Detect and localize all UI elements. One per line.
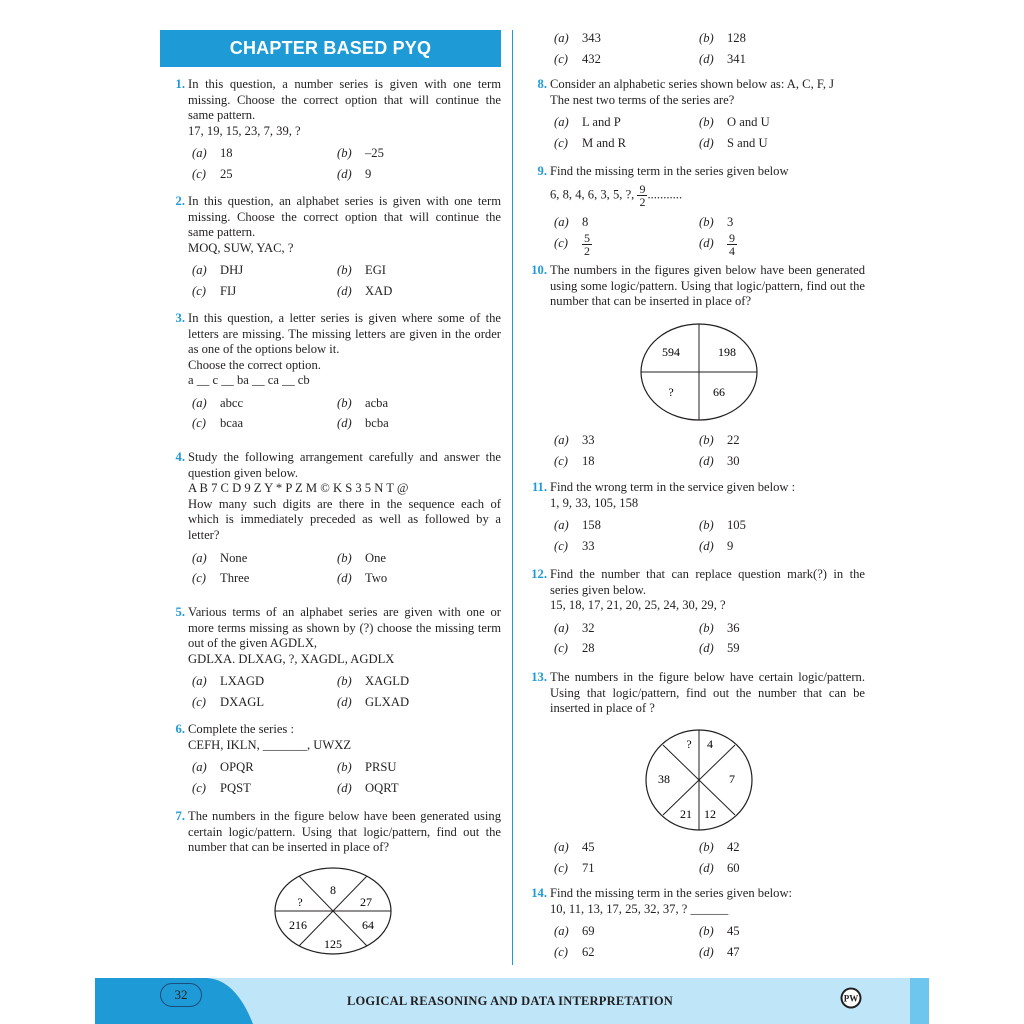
options [192, 757, 501, 798]
option-c[interactable]: (c) 432 [554, 51, 601, 66]
option-d[interactable]: (d) Two [337, 571, 388, 586]
question-14 [527, 886, 865, 962]
option-b[interactable]: (b) 3 [699, 214, 734, 229]
option-a[interactable]: (a) LXAGD [192, 674, 265, 689]
question-number: 7. [175, 809, 185, 823]
option-d[interactable]: (d) bcba [337, 416, 389, 431]
question-8 [527, 77, 865, 153]
question-9 [527, 164, 865, 260]
chapter-banner: CHAPTER BASED PYQ [160, 30, 501, 67]
option-b[interactable]: (b) XAGLD [337, 674, 410, 689]
option-c[interactable]: (c) $\frac{5}{2}$ [554, 231, 590, 259]
option-d[interactable]: (d) $\frac{9}{4}$ [699, 231, 735, 259]
question-11 [527, 480, 865, 556]
question-6 [165, 722, 501, 798]
figure-value: 8 [330, 883, 336, 897]
figure-value: 216 [289, 918, 307, 932]
figure-value: ? [297, 895, 303, 909]
option-a[interactable]: (a) None [192, 550, 248, 565]
options [554, 515, 865, 556]
options [554, 921, 865, 962]
question-4 [165, 450, 501, 589]
option-c[interactable]: (c) 18 [554, 453, 595, 468]
series-line: 17, 19, 15, 23, 7, 39, ? [188, 123, 301, 138]
arrangement-line: A B 7 C D 9 Z Y * P Z M © K S 3 5 N T @ [188, 481, 409, 496]
question-number: 9. [537, 164, 547, 178]
question-text: The numbers in the figure below have certain logic/pattern. Using that logic/pattern, find out the number that can be inserted in place of ? [550, 670, 865, 716]
sub-question: How many such digits are there in the sequence each of which is immediately preceded as well as followed by a letter? [188, 496, 501, 542]
figure-value: 594 [662, 345, 680, 359]
figure-value: 12 [704, 807, 716, 821]
question-number: 12. [531, 567, 547, 581]
option-c[interactable]: (c) 62 [554, 944, 595, 959]
options [554, 28, 865, 69]
series-line: a __ c __ ba __ ca __ cb [188, 373, 310, 388]
figure-value: ? [686, 737, 692, 751]
series-line: CEFH, IKLN, _______, UWXZ [188, 737, 352, 752]
options [192, 548, 501, 589]
logo-letters: PW [843, 993, 859, 1004]
question-text: In this question, an alphabet series is given with one term missing. Choose the correct option that will continue the same pattern. [188, 194, 501, 240]
figure-value: 21 [680, 807, 692, 821]
option-b[interactable]: (b) EGI [337, 263, 386, 278]
footer-edge [910, 978, 929, 1024]
options [554, 430, 865, 471]
question-number: 2. [175, 194, 185, 208]
option-d[interactable]: (d) 341 [699, 51, 746, 66]
figure-value: 4 [707, 737, 713, 751]
options [554, 837, 865, 878]
option-a[interactable]: (a) 69 [554, 924, 595, 939]
options [554, 618, 865, 659]
option-d[interactable]: (d) 60 [699, 860, 740, 875]
option-c[interactable]: (c) 71 [554, 860, 595, 875]
question-text: Find the number that can replace question mark(?) in the series given below. [550, 567, 865, 597]
option-a[interactable]: (a) 158 [554, 518, 601, 533]
option-b[interactable]: (b) 128 [699, 31, 746, 45]
series-fraction: $\frac{9}{2}$ [639, 181, 646, 209]
figure-value: 27 [360, 895, 372, 909]
option-d[interactable]: (d) OQRT [337, 780, 399, 795]
option-b[interactable]: (b) acba [337, 395, 389, 410]
figure-value: 7 [729, 772, 735, 786]
option-c[interactable]: (c) bcaa [192, 416, 244, 431]
option-d[interactable]: (d) 59 [699, 641, 740, 656]
q7-circle-figure [273, 866, 393, 956]
option-d[interactable]: (d) XAD [337, 283, 393, 298]
option-b[interactable]: (b) 36 [699, 620, 740, 635]
option-b[interactable]: (b) PRSU [337, 760, 397, 775]
option-a[interactable]: (a) 18 [192, 146, 233, 161]
question-text: In this question, a letter series is given where some of the letters are missing. The missing letters are given in the order as one of the options below it. [188, 311, 501, 357]
question-number: 6. [175, 722, 185, 736]
figure-value: 198 [718, 345, 736, 359]
question-12 [527, 567, 865, 659]
question-number: 3. [175, 311, 185, 325]
figure-value: 38 [658, 772, 670, 786]
figure-value: 66 [713, 385, 725, 399]
options [192, 260, 501, 301]
option-d[interactable]: (d) S and U [699, 135, 768, 150]
option-b[interactable]: (b) 45 [699, 924, 740, 939]
question-13-options [527, 837, 865, 878]
question-number: 10. [531, 263, 547, 277]
option-b[interactable]: (b) 22 [699, 433, 740, 447]
option-a[interactable]: (a) 32 [554, 620, 595, 635]
option-a[interactable]: (a) 45 [554, 840, 595, 854]
options [554, 212, 865, 261]
options [192, 671, 501, 712]
option-c[interactable]: (c) DXAGL [192, 694, 265, 709]
option-c[interactable]: (c) 33 [554, 538, 595, 553]
option-b[interactable]: (b) One [337, 550, 386, 565]
option-b[interactable]: (b) 42 [699, 840, 740, 854]
question-10-options [527, 430, 865, 471]
question-5 [165, 605, 501, 712]
question-text: In this question, a number series is given with one term missing. Choose the correct option that will continue the same pattern. [188, 77, 501, 123]
running-footer-title: LOGICAL REASONING AND DATA INTERPRETATION [346, 994, 674, 1008]
question-text: Study the following arrangement carefully and answer the question given below. [188, 450, 501, 480]
q10-circle-figure [639, 322, 759, 422]
pw-logo-icon [840, 987, 862, 1009]
option-c[interactable]: (c) 25 [192, 166, 233, 181]
option-a[interactable]: (a) OPQR [192, 760, 254, 775]
option-b[interactable]: (b) –25 [337, 146, 384, 161]
question-text: The numbers in the figures given below have been generated using some logic/pattern. Using that logic/pattern, find out the number that can be inserted in place of? [550, 263, 865, 309]
instruction-line: Choose the correct option. [188, 357, 321, 372]
question-text: The numbers in the figure below have been generated using certain logic/pattern. Using that logic/pattern, find out the number that can be inserted in place of? [188, 809, 501, 855]
series-line: 10, 11, 13, 17, 25, 32, 37, ? ______ [550, 901, 729, 916]
column-divider [512, 30, 513, 965]
options [192, 143, 501, 184]
option-a[interactable]: (a) abcc [192, 395, 244, 410]
question-text: Find the wrong term in the service given below : [550, 480, 796, 494]
question-number: 14. [531, 886, 547, 900]
option-c[interactable]: (c) M and R [554, 135, 627, 150]
question-13 [527, 670, 865, 717]
option-a[interactable]: (a) 343 [554, 31, 601, 45]
option-c[interactable]: (c) FIJ [192, 283, 237, 298]
question-7-options [527, 28, 865, 69]
option-d[interactable]: (d) 9 [337, 166, 372, 181]
option-a[interactable]: (a) DHJ [192, 263, 244, 278]
sub-question: The nest two terms of the series are? [550, 92, 735, 107]
option-d[interactable]: (d) 9 [699, 538, 734, 553]
figure-value: 125 [324, 937, 342, 951]
option-a[interactable]: (a) 33 [554, 433, 595, 447]
option-c[interactable]: (c) PQST [192, 780, 251, 795]
option-a[interactable]: (a) 8 [554, 214, 589, 229]
option-b[interactable]: (b) O and U [699, 115, 770, 130]
question-number: 8. [537, 77, 547, 91]
question-number: 1. [175, 77, 185, 91]
question-text: Various terms of an alphabet series are given with one or more terms missing as shown by (?) choose the missing term out of the given AGDLX, [188, 605, 501, 651]
options [192, 393, 501, 434]
figure-value: 64 [362, 918, 374, 932]
question-text: Consider an alphabetic series shown below as: A, C, F, J [550, 77, 835, 91]
question-text: Find the missing term in the series given below [550, 164, 789, 178]
option-d[interactable]: (d) 47 [699, 944, 740, 959]
question-number: 5. [175, 605, 185, 619]
series-line: 15, 18, 17, 21, 20, 25, 24, 30, 29, ? [550, 598, 726, 613]
option-d[interactable]: (d) 30 [699, 453, 740, 468]
figure-value: ? [668, 385, 674, 399]
question-7 [165, 809, 501, 856]
question-1 [165, 77, 501, 184]
option-b[interactable]: (b) 105 [699, 518, 746, 533]
question-text: Find the missing term in the series given below: [550, 886, 793, 900]
series-line: GDLXA. DLXAG, ?, XAGDL, AGDLX [188, 651, 395, 666]
question-2 [165, 194, 501, 301]
question-3 [165, 311, 501, 434]
series-line: MOQ, SUW, YAC, ? [188, 240, 294, 255]
question-10 [527, 263, 865, 310]
q13-circle-figure [644, 728, 754, 832]
question-number: 11. [531, 480, 547, 494]
question-text: Complete the series : [188, 722, 294, 736]
series-line: 6, 8, 4, 6, 3, 5, ?, $\frac{9}{2}$ ........... [550, 181, 683, 209]
question-number: 13. [531, 670, 547, 684]
option-c[interactable]: (c) Three [192, 571, 250, 586]
options [554, 112, 865, 153]
question-number: 4. [175, 450, 185, 464]
series-line: 1, 9, 33, 105, 158 [550, 495, 639, 510]
option-c[interactable]: (c) 28 [554, 641, 595, 656]
page-number: 32 [160, 983, 202, 1007]
option-a[interactable]: (a) L and P [554, 115, 621, 130]
option-d[interactable]: (d) GLXAD [337, 694, 410, 709]
